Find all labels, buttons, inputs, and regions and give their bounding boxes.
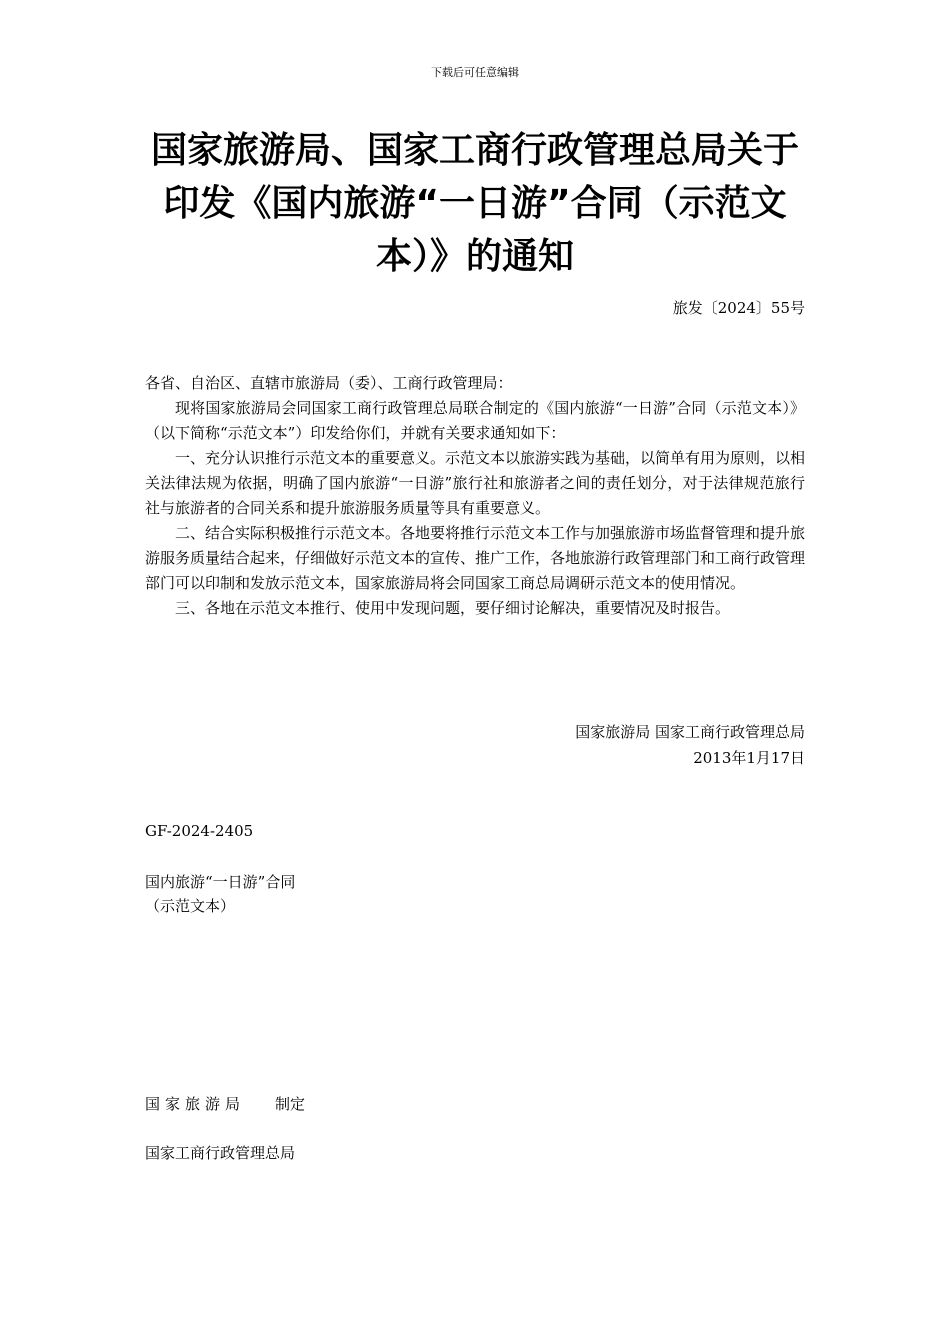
issuing-authorities: 国家旅游局 国家工商行政管理总局	[575, 723, 805, 741]
item-1-paragraph: 一、充分认识推行示范文本的重要意义。示范文本以旅游实践为基础，以简单有用为原则，以相关法律法规为依据，明确了国内旅游“一日游”旅行社和旅游者之间的责任划分，对于法律规范旅行社与旅游者的合同关系和提升旅游服务质量等具有重要意义。	[145, 449, 806, 517]
contract-name: 国内旅游“一日游”合同	[145, 873, 296, 891]
item-3-paragraph: 三、各地在示范文本推行、使用中发现问题，要仔细讨论解决，重要情况及时报告。	[175, 599, 731, 617]
maker-organization: 国家旅游局	[145, 1095, 246, 1113]
salutation: 各省、自治区、直辖市旅游局（委）、工商行政管理局：	[145, 374, 513, 392]
issue-date: 2013年1月17日	[693, 749, 805, 767]
contract-code: GF-2024-2405	[145, 822, 254, 840]
signature-block	[145, 719, 805, 771]
item-2-paragraph: 二、结合实际积极推行示范文本。各地要将推行示范文本工作与加强旅游市场监督管理和提升旅游服务质量结合起来，仔细做好示范文本的宣传、推广工作，各地旅游行政管理部门和工商行政管理部门可以印制和发放示范文本，国家旅游局将会同国家工商总局调研示范文本的使用情况。	[145, 524, 806, 592]
contract-subtitle: （示范文本）	[145, 897, 236, 915]
document-number: 旅发〔2024〕55号	[672, 299, 805, 317]
second-organization: 国家工商行政管理总局	[145, 1144, 296, 1162]
intro-paragraph: 现将国家旅游局会同国家工商行政管理总局联合制定的《国内旅游“一日游”合同（示范文本）》（以下简称“示范文本”）印发给你们，并就有关要求通知如下：	[145, 399, 805, 442]
document-body	[145, 371, 805, 621]
header-note: 下载后可任意编辑	[431, 66, 519, 79]
document-title: 国家旅游局、国家工商行政管理总局关于印发《国内旅游“一日游”合同（示范文本）》的通知	[150, 130, 799, 277]
maker-action: 制定	[275, 1095, 306, 1113]
contract-title-block	[145, 870, 295, 918]
maker-line	[145, 1094, 305, 1114]
